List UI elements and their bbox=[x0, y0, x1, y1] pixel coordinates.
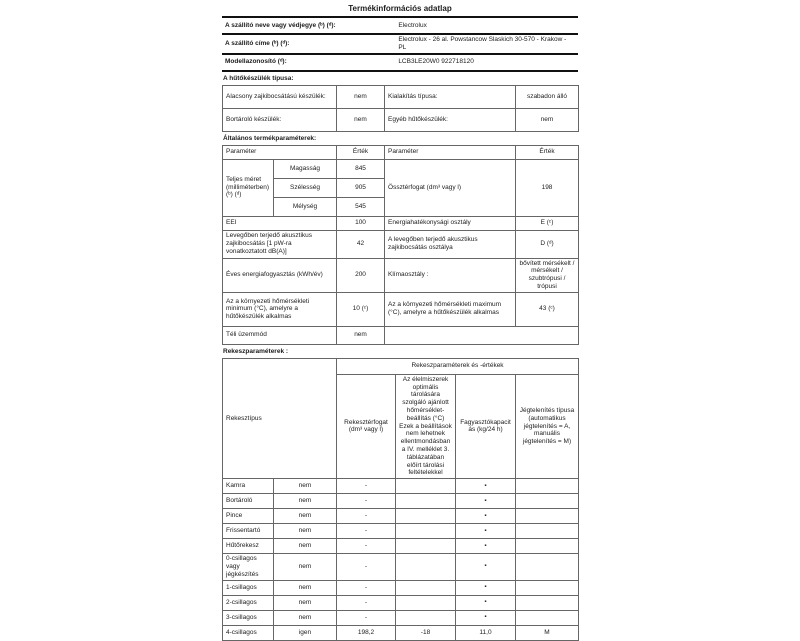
compartment-defrost bbox=[516, 595, 579, 610]
table-row bbox=[223, 610, 579, 625]
compartment-defrost bbox=[516, 494, 579, 509]
compartment-defrost bbox=[516, 554, 579, 580]
table-row bbox=[223, 159, 579, 178]
column-header: Paraméter bbox=[385, 145, 516, 159]
document-content bbox=[222, 0, 578, 641]
compartment-capacity: ▪ bbox=[456, 479, 516, 494]
compartment-name: 0-csillagos vagy jégkészítés bbox=[223, 554, 274, 580]
param-value: 42 bbox=[337, 230, 385, 258]
param-label: Levegőben terjedő akusztikus zajkibocsátás [1 pW-ra vonatkoztatott dB(A)] bbox=[223, 230, 337, 258]
compartment-capacity: ▪ bbox=[456, 509, 516, 524]
param-value: D (ᵈ) bbox=[516, 230, 579, 258]
compartment-present: nem bbox=[274, 494, 337, 509]
column-header-freezing-capacity: Fagyasztókapacitás (kg/24 h) bbox=[456, 374, 516, 478]
column-header-defrost-type: Jégtelenítés típusa (automatikus jégtelenítés = A, manuális jégtelenítés = M) bbox=[516, 374, 579, 478]
param-label: Kialakítás típusa: bbox=[385, 85, 516, 108]
compartment-present: nem bbox=[274, 595, 337, 610]
column-header: Paraméter bbox=[223, 145, 337, 159]
compartment-present: nem bbox=[274, 610, 337, 625]
compartment-volume: 198,2 bbox=[337, 625, 396, 640]
compartment-temp bbox=[396, 554, 456, 580]
section-heading-general-parameters: Általános termékparaméterek: bbox=[223, 134, 317, 142]
empty-cell bbox=[385, 326, 579, 344]
param-label: Egyéb hűtőkészülék: bbox=[385, 108, 516, 131]
depth-label: Mélység bbox=[274, 197, 337, 216]
compartment-span-header: Rekeszparaméterek és -értékek bbox=[337, 358, 579, 374]
supplier-info-table bbox=[222, 16, 578, 72]
compartment-defrost bbox=[516, 509, 579, 524]
compartment-volume: - bbox=[337, 479, 396, 494]
compartment-volume: - bbox=[337, 610, 396, 625]
param-label: Téli üzemmód bbox=[223, 326, 337, 344]
table-row bbox=[223, 85, 579, 108]
table-header-row bbox=[223, 145, 579, 159]
param-value: 100 bbox=[337, 216, 385, 230]
compartment-name: 3-csillagos bbox=[223, 610, 274, 625]
table-row bbox=[223, 216, 579, 230]
table-row bbox=[223, 539, 579, 554]
param-value: 10 (ᶜ) bbox=[337, 292, 385, 326]
param-value: nem bbox=[516, 108, 579, 131]
compartment-temp bbox=[396, 539, 456, 554]
width-label: Szélesség bbox=[274, 178, 337, 197]
param-label: Bortároló készülék: bbox=[223, 108, 337, 131]
appliance-type-table bbox=[222, 85, 579, 132]
table-row bbox=[223, 230, 579, 258]
table-header-row bbox=[223, 358, 579, 374]
compartment-volume: - bbox=[337, 524, 396, 539]
param-label: Az a környezeti hőmérsékleti minimum (°C), amelyre a hűtőkészülék alkalmas bbox=[223, 292, 337, 326]
compartment-present: nem bbox=[274, 580, 337, 595]
param-value: nem bbox=[337, 326, 385, 344]
param-value: nem bbox=[337, 108, 385, 131]
compartment-capacity: 11,0 bbox=[456, 625, 516, 640]
param-value: nem bbox=[337, 85, 385, 108]
table-row bbox=[223, 494, 579, 509]
model-id-label: Modellazonosító (ᵈ): bbox=[222, 54, 395, 71]
column-header: Érték bbox=[337, 145, 385, 159]
supplier-name-value: Electrolux bbox=[395, 17, 578, 34]
compartment-name: 4-csillagos bbox=[223, 625, 274, 640]
compartment-name: Hűtőrekesz bbox=[223, 539, 274, 554]
compartment-temp bbox=[396, 494, 456, 509]
compartment-volume: - bbox=[337, 595, 396, 610]
table-row bbox=[223, 625, 579, 640]
dimensions-label: Teljes méret (milliméterben) (ᵇ) (ᵈ) bbox=[223, 159, 274, 216]
compartment-volume: - bbox=[337, 539, 396, 554]
table-row bbox=[223, 108, 579, 131]
volume-label: Össztérfogat (dm³ vagy l) bbox=[385, 159, 516, 216]
param-value: bővített mérsékelt / mérsékelt / szubtrópusi / trópusi bbox=[516, 258, 579, 292]
table-row bbox=[222, 17, 578, 34]
page-title: Termékinformációs adatlap bbox=[348, 4, 452, 13]
width-value: 905 bbox=[337, 178, 385, 197]
compartment-parameters-table bbox=[222, 358, 579, 641]
compartment-temp bbox=[396, 524, 456, 539]
compartment-capacity: ▪ bbox=[456, 595, 516, 610]
height-label: Magasság bbox=[274, 159, 337, 178]
compartment-volume: - bbox=[337, 494, 396, 509]
compartment-type-header: Rekesztípus bbox=[223, 358, 337, 478]
compartment-temp bbox=[396, 595, 456, 610]
param-label: Energiahatékonysági osztály bbox=[385, 216, 516, 230]
compartment-capacity: ▪ bbox=[456, 524, 516, 539]
param-label: Alacsony zajkibocsátású készülék: bbox=[223, 85, 337, 108]
compartment-present: nem bbox=[274, 554, 337, 580]
compartment-defrost bbox=[516, 580, 579, 595]
section-heading-appliance-type: A hűtőkészülék típusa: bbox=[223, 74, 294, 82]
param-label: EEI bbox=[223, 216, 337, 230]
compartment-present: igen bbox=[274, 625, 337, 640]
compartment-temp bbox=[396, 509, 456, 524]
compartment-capacity: ▪ bbox=[456, 494, 516, 509]
table-row bbox=[222, 54, 578, 71]
column-header-volume: Rekesztérfogat (dm³ vagy l) bbox=[337, 374, 396, 478]
supplier-address-value: Electrolux - 26 al. Powstancow Slaskich 30-570 - Krakow - PL bbox=[395, 34, 578, 54]
height-value: 845 bbox=[337, 159, 385, 178]
model-id-value: LCB3LE20W0 922718120 bbox=[395, 54, 578, 71]
compartment-volume: - bbox=[337, 554, 396, 580]
compartment-capacity: ▪ bbox=[456, 539, 516, 554]
compartment-present: nem bbox=[274, 539, 337, 554]
param-label: A levegőben terjedő akusztikus zajkibocsátás osztálya bbox=[385, 230, 516, 258]
table-row bbox=[223, 595, 579, 610]
param-label: Klímaosztály : bbox=[385, 258, 516, 292]
compartment-defrost bbox=[516, 479, 579, 494]
compartment-name: Kamra bbox=[223, 479, 274, 494]
compartment-defrost: M bbox=[516, 625, 579, 640]
compartment-capacity: ▪ bbox=[456, 554, 516, 580]
compartment-present: nem bbox=[274, 524, 337, 539]
depth-value: 545 bbox=[337, 197, 385, 216]
compartment-temp bbox=[396, 610, 456, 625]
compartment-temp bbox=[396, 580, 456, 595]
param-value: szabadon álló bbox=[516, 85, 579, 108]
table-row bbox=[223, 524, 579, 539]
table-row bbox=[223, 554, 579, 580]
section-heading-compartment-parameters: Rekeszparaméterek : bbox=[223, 347, 289, 355]
supplier-name-label: A szállító neve vagy védjegye (ᵇ) (ᵈ): bbox=[222, 17, 395, 34]
compartment-name: Pince bbox=[223, 509, 274, 524]
compartment-defrost bbox=[516, 539, 579, 554]
param-label: Éves energiafogyasztás (kWh/év) bbox=[223, 258, 337, 292]
table-row bbox=[222, 34, 578, 54]
compartment-capacity: ▪ bbox=[456, 580, 516, 595]
column-header: Érték bbox=[516, 145, 579, 159]
compartment-present: nem bbox=[274, 509, 337, 524]
compartment-name: 2-csillagos bbox=[223, 595, 274, 610]
param-value: E (ᶜ) bbox=[516, 216, 579, 230]
compartment-defrost bbox=[516, 610, 579, 625]
table-row bbox=[223, 509, 579, 524]
compartment-temp: -18 bbox=[396, 625, 456, 640]
table-row bbox=[223, 479, 579, 494]
param-label: Az a környezeti hőmérsékleti maximum (°C), amelyre a hűtőkészülék alkalmas bbox=[385, 292, 516, 326]
compartment-name: Frissentartó bbox=[223, 524, 274, 539]
param-value: 43 (ᶜ) bbox=[516, 292, 579, 326]
general-parameters-table bbox=[222, 145, 579, 345]
compartment-volume: - bbox=[337, 509, 396, 524]
table-row bbox=[223, 292, 579, 326]
compartment-defrost bbox=[516, 524, 579, 539]
compartment-present: nem bbox=[274, 479, 337, 494]
volume-value: 198 bbox=[516, 159, 579, 216]
table-row bbox=[223, 580, 579, 595]
column-header-temperature: Az élelmiszerek optimális tárolására szolgáló ajánlott hőmérséklet-beállítás (°C) Ezek a beállítások nem lehetnek ellentmondásban a IV. melléklet 3. táblázatában előírt tárolási feltételekkel bbox=[396, 374, 456, 478]
compartment-name: 1-csillagos bbox=[223, 580, 274, 595]
compartment-volume: - bbox=[337, 580, 396, 595]
compartment-temp bbox=[396, 479, 456, 494]
param-value: 200 bbox=[337, 258, 385, 292]
compartment-capacity: ▪ bbox=[456, 610, 516, 625]
compartment-name: Bortároló bbox=[223, 494, 274, 509]
table-row bbox=[223, 326, 579, 344]
supplier-address-label: A szállító címe (ᵇ) (ᵈ): bbox=[222, 34, 395, 54]
table-row bbox=[223, 258, 579, 292]
